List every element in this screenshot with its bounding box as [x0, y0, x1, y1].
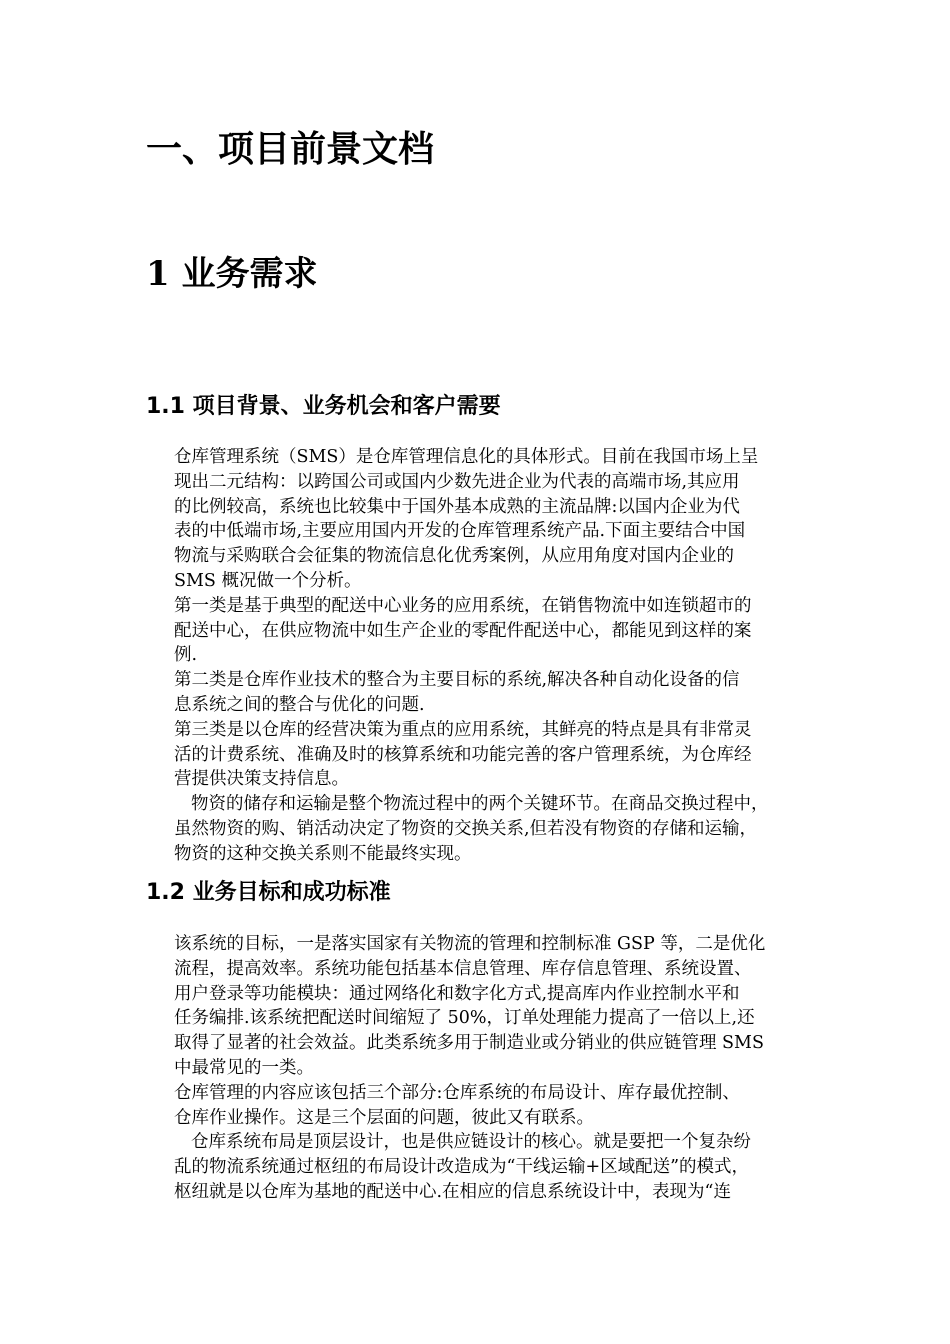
paragraph	[174, 792, 824, 866]
paragraph	[174, 1081, 824, 1131]
section-heading-1-2: 1.2 业务目标和成功标准	[146, 880, 391, 905]
text-line: 流程，提高效率。系统功能包括基本信息管理、库存信息管理、系统设置、	[174, 958, 752, 979]
section-body-1-1	[174, 445, 824, 867]
text-line: 现出二元结构：以跨国公司或国内少数先进企业为代表的高端市场,其应用	[174, 471, 740, 492]
text-line: 仓库系统布局是顶层设计，也是供应链设计的核心。就是要把一个复杂纷	[191, 1132, 751, 1153]
text-line: 第一类是基于典型的配送中心业务的应用系统，在销售物流中如连锁超市的	[174, 595, 752, 616]
text-line: 仓库作业操作。这是三个层面的问题，彼此又有联系。	[174, 1107, 594, 1128]
text-line: 枢纽就是以仓库为基地的配送中心.在相应的信息系统设计中，表现为“连	[174, 1181, 732, 1202]
paragraph	[174, 1130, 824, 1204]
text-line: 物流与采购联合会征集的物流信息化优秀案例，从应用角度对国内企业的	[174, 546, 734, 567]
chapter-heading: 1 业务需求	[146, 254, 318, 294]
text-line: 仓库管理的内容应该包括三个部分:仓库系统的布局设计、库存最优控制、	[174, 1082, 740, 1103]
text-line: 第二类是仓库作业技术的整合为主要目标的系统,解决各种自动化设备的信	[174, 670, 740, 691]
text-line: 物资的储存和运输是整个物流过程中的两个关键环节。在商品交换过程中，	[191, 794, 769, 815]
paragraph	[174, 668, 824, 718]
text-line: 中最常见的一类。	[174, 1057, 314, 1078]
text-line: 仓库管理系统（SMS）是仓库管理信息化的具体形式。目前在我国市场上呈	[174, 447, 759, 467]
paragraph	[174, 718, 824, 792]
section-body-1-2	[174, 932, 824, 1205]
text-line: 表的中低端市场,主要应用国内开发的仓库管理系统产品.下面主要结合中国	[174, 521, 746, 542]
text-line: 活的计费系统、准确及时的核算系统和功能完善的客户管理系统，为仓库经	[174, 744, 752, 765]
text-line: 任务编排.该系统把配送时间缩短了 50%，订单处理能力提高了一倍以上,还	[174, 1008, 755, 1029]
text-line: 营提供决策支持信息。	[174, 769, 349, 790]
text-line: 例.	[174, 645, 198, 666]
text-line: 配送中心，在供应物流中如生产企业的零配件配送中心，都能见到这样的案	[174, 620, 752, 641]
text-line: 第三类是以仓库的经营决策为重点的应用系统，其鲜亮的特点是具有非常灵	[174, 719, 752, 740]
text-line: 该系统的目标，一是落实国家有关物流的管理和控制标准 GSP 等，二是优化	[174, 934, 766, 954]
section-heading-1-1: 1.1 项目背景、业务机会和客户需要	[146, 394, 501, 419]
paragraph	[174, 594, 824, 668]
text-line: SMS 概况做一个分析。	[174, 570, 362, 591]
paragraph	[174, 445, 824, 594]
text-line: 的比例较高，系统也比较集中于国外基本成熟的主流品牌:以国内企业为代	[174, 496, 740, 517]
text-line: 用户登录等功能模块：通过网络化和数字化方式,提高库内作业控制水平和	[174, 983, 740, 1004]
text-line: 取得了显著的社会效益。此类系统多用于制造业或分销业的供应链管理 SMS	[174, 1033, 764, 1054]
text-line: 乱的物流系统通过枢纽的布局设计改造成为“干线运输+区域配送”的模式，	[174, 1157, 750, 1178]
paragraph	[174, 932, 824, 1081]
document-title: 一、项目前景文档	[146, 128, 435, 170]
text-line: 虽然物资的购、销活动决定了物资的交换关系,但若没有物资的存储和运输，	[174, 818, 758, 839]
text-line: 息系统之间的整合与优化的问题.	[174, 694, 425, 715]
text-line: 物资的这种交换关系则不能最终实现。	[174, 843, 472, 864]
